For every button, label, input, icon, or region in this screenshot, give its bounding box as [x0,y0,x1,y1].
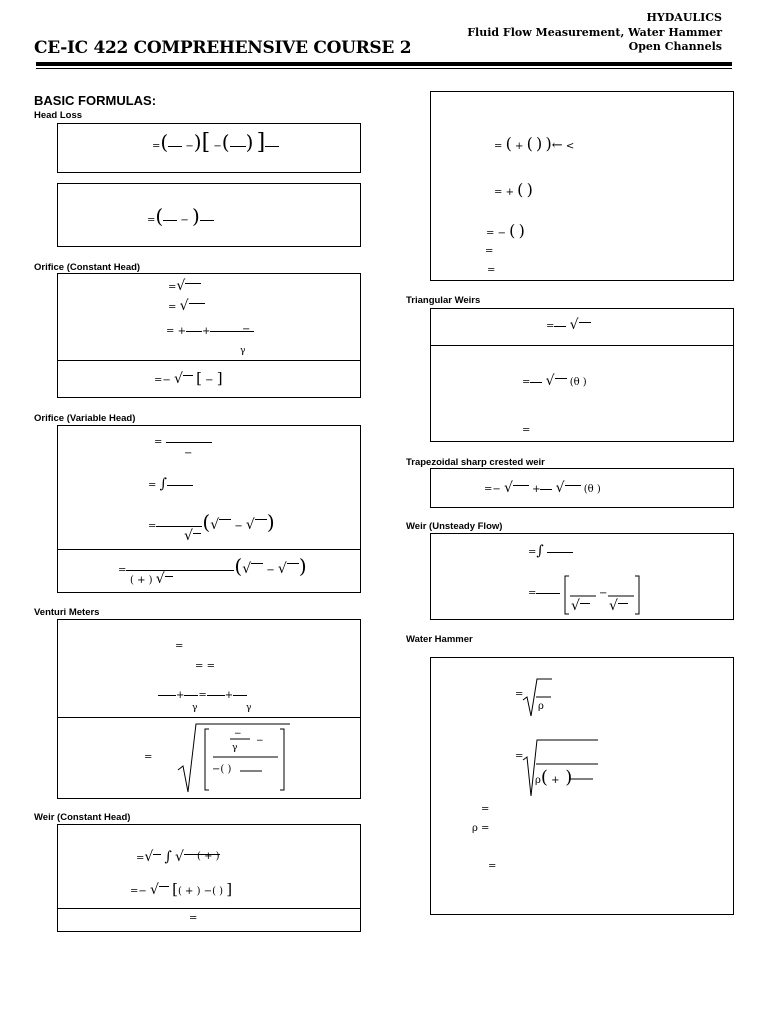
orifice-minus: − [242,324,251,335]
orifice-gamma: γ [240,346,246,356]
rho-symbol: ρ [535,775,541,786]
orifice-var-sqrt: √ [184,530,201,544]
minus-symbol: − [266,565,275,576]
trapezoidal-formula: =− √ + √ (θ ) [484,480,601,496]
venturi-eq-1: = [175,641,184,652]
eq-symbol: = [484,484,493,495]
topic-line-2: Fluid Flow Measurement, Water Hammer [467,25,722,39]
eq-symbol: = [528,547,537,558]
venturi-gamma-1: γ [192,703,198,713]
water-hammer-eq-3: = [481,804,490,815]
eq-symbol: = [154,375,163,386]
section-weir-unsteady: Weir (Unsteady Flow) [406,521,503,532]
orifice-formula-4: =− √ [ − ] [154,369,223,387]
integral-symbol: ∫ [536,543,544,559]
water-hammer-rho-1: ρ [538,701,544,712]
section-venturi: Venturi Meters [34,607,100,618]
minus-symbol: − [205,375,214,386]
water-hammer-term: ρ( + ) [535,767,573,788]
eq-symbol: = [148,480,157,491]
minus-symbol: − [138,886,147,897]
orifice-formula-2: = √ [168,300,205,314]
minus-symbol: − [234,521,243,532]
section-triangular: Triangular Weirs [406,295,481,306]
lt-symbol: < [565,141,575,152]
section-orifice-variable: Orifice (Variable Head) [34,413,136,424]
weir-const-formula-3: = [189,913,198,924]
topic-line-1: HYDAULICS [646,11,722,24]
plus-symbol: + [185,886,194,897]
eq-symbol: = [522,377,531,388]
water-hammer-rho-eq: ρ = [472,823,490,834]
water-hammer-eq-4: = [488,861,497,872]
orifice-var-denominator: ( + ) √ [130,573,173,587]
section-weir-constant: Weir (Constant Head) [34,812,131,823]
plus-symbol: + [137,575,146,586]
plus-symbol: + [551,775,560,786]
eq-symbol: = [154,437,163,448]
venturi-gamma-3: γ [232,743,238,753]
orifice-var-minus: − [184,448,193,459]
eq-symbol: = [136,853,145,864]
plus-symbol: + [177,326,186,337]
eq-symbol: = [130,886,139,897]
water-hammer-eq-2: = [515,751,524,762]
open-channel-eq-4: = [485,246,494,257]
minus-symbol: − [492,484,501,495]
eq-symbol: = [486,228,495,239]
head-loss-formula-1: =( −)[ −( ) ] [152,136,279,153]
weir-const-formula-1: =√ ∫ √ [136,851,220,865]
topic-line-3: Open Channels [628,40,722,53]
venturi-q-eq: = [144,752,153,763]
eq-symbol: = [206,661,215,672]
open-channel-formula-1: = ( + ( ) )← < [494,134,575,153]
plus-symbol: + [505,187,514,198]
theta-term: (θ ) [583,484,601,495]
eq-symbol: = [494,187,503,198]
plus-symbol: + [204,851,213,862]
eq-symbol: = [168,282,177,293]
weir-const-formula-2: =− √ [( + ) −( ) ] [130,880,233,898]
section-head-loss: Head Loss [34,110,83,121]
eq-symbol: = [494,141,503,152]
water-hammer-eq-1: = [515,689,524,700]
venturi-gamma-2: γ [246,703,252,713]
minus-symbol: − [213,141,222,152]
open-channel-formula-3: = − ( ) [486,221,525,240]
basic-formulas-heading: BASIC FORMULAS: [34,93,157,108]
venturi-denominator: −( ) [212,764,232,775]
plus-symbol: + [515,141,524,152]
weir-const-inner: ( + ) [197,851,220,862]
theta-term: (θ ) [569,377,587,388]
eq-symbol: = [195,661,204,672]
plus-symbol: + [532,484,541,495]
open-channel-formula-2: = + ( ) [494,180,533,199]
eq-symbol: = [528,588,537,599]
eq-symbol: = [546,321,555,332]
weir-unsteady-minus: − [599,588,608,599]
section-trapezoidal: Trapezoidal sharp crested weir [406,457,545,468]
minus-symbol: − [203,886,213,897]
plus-symbol: + [176,690,185,701]
integral-symbol: ∫ [159,476,167,492]
eq-symbol: = [118,565,127,576]
arrow-symbol: ← [551,138,563,153]
minus-symbol: − [212,764,221,775]
eq-symbol: = [152,141,161,152]
minus-symbol: − [180,215,189,226]
minus-symbol: − [497,228,506,239]
orifice-formula-1: =√ [168,280,201,294]
eq-symbol: = [166,326,175,337]
plus-symbol: + [224,690,234,701]
venturi-minus-2: − [256,736,264,746]
eq-symbol: = [147,215,156,226]
eq-symbol: = [148,521,157,532]
weir-unsteady-sqrt-2: √ [609,600,628,614]
eq-symbol: = [198,690,207,701]
triangular-formula-1: = √ [546,319,591,333]
integral-symbol: ∫ [164,849,172,865]
weir-unsteady-sqrt-1: √ [571,600,590,614]
orifice-var-formula-4: = (√ − √ ) [118,554,307,578]
orifice-var-formula-3: = (√ − √ ) [148,510,275,534]
triangular-formula-3: = [522,425,531,436]
plus-symbol: + [201,326,211,337]
open-channel-eq-5: = [487,265,496,276]
minus-symbol: − [185,141,194,152]
venturi-minus-1: − [234,729,242,739]
triangular-formula-2: = √ (θ ) [522,373,587,389]
head-loss-formula-2: =( − ) [147,210,214,227]
course-title: CE-IC 422 COMPREHENSIVE COURSE 2 [34,38,412,58]
section-water-hammer: Water Hammer [406,634,473,645]
eq-symbol: = [168,302,177,313]
section-orifice-constant: Orifice (Constant Head) [34,262,141,273]
minus-symbol: − [162,375,171,386]
